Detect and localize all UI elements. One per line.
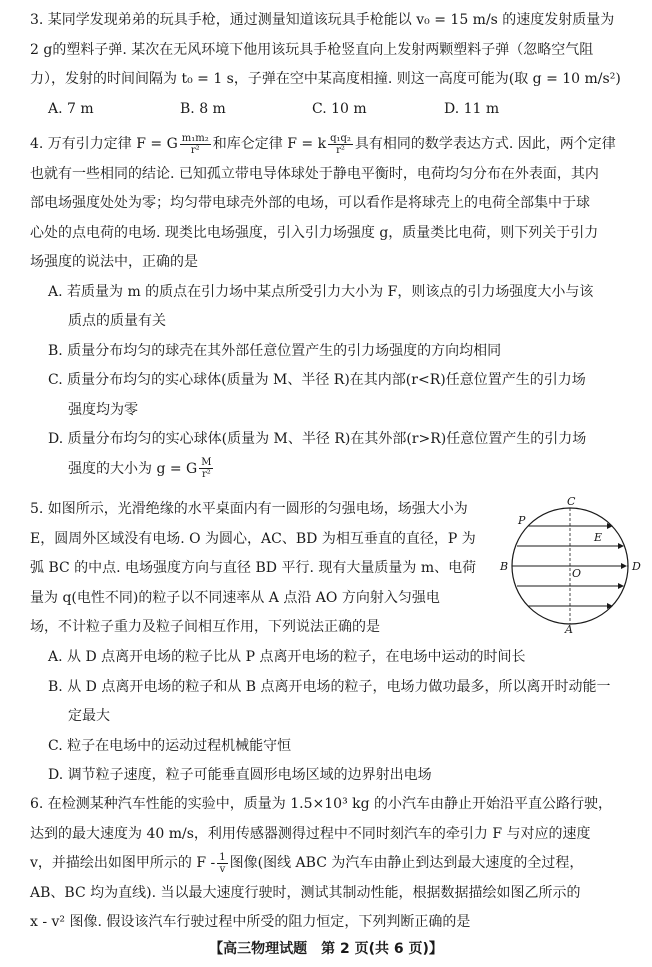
q4-option-a-line-1: A. 若质量为 m 的质点在引力场中某点所受引力大小为 F，则该点的引力场强度大小与该 [48,283,594,300]
q5-option-d: D. 调节粒子速度，粒子可能垂直圆形电场区域的边界射出电场 [48,767,432,783]
q4-line-1-mid: 和库仑定律 F = k [212,136,327,152]
q4-option-d-pre: 强度的大小为 g = G [68,460,198,477]
q4-line-1 [30,130,634,160]
label-e: E [594,531,603,544]
q6-line-2: 达到的最大速度为 40 m/s，利用传感器测得过程中不同时刻汽车的牵引力 F 与对应的速度 [30,825,591,842]
q4-option-c-line-2: 强度均为零 [68,401,138,418]
q5-line-3: 弧 BC 的中点. 电场强度方向与直径 BD 平行. 现有大量质量为 m、电荷 [30,560,477,576]
page-footer: 【高三物理试题 第 2 页(共 6 页)】 [209,941,443,957]
frac-denominator: r² [190,144,200,156]
q4-option-a-line-2: 质点的质量有关 [68,313,166,329]
q3-option-a: A. 7 m [48,100,94,117]
q4-option-c-line-1: C. 质量分布均匀的实心球体(质量为 M、半径 R)在其内部(r<R)任意位置产生的引力场 [48,372,586,388]
label-p: P [518,514,526,527]
q4-line-3: 部电场强度处处为零；均匀带电球壳外部的电场，可以看作是将球壳上的电荷全部集中于球 [30,195,590,211]
frac-denominator: r² [201,469,211,480]
label-a: A [565,623,573,634]
q3-options [30,95,634,125]
field-strength-fraction [199,457,213,480]
question-6 [30,790,634,938]
q6-line-3 [30,849,634,879]
q5-line-5: 场，不计粒子重力及粒子间相互作用，下列说法正确的是 [30,619,380,635]
q4-line-1-pre: 4. 万有引力定律 F = G [30,136,178,152]
frac-denominator: v [219,863,226,875]
q3-line-3: 力），发射的时间间隔为 t₀ = 1 s，子弹在空中某高度相撞. 则这一高度可能为(取 g = 10 m/s²) [30,71,621,87]
q6-line-5: x - v² 图像. 假设该汽车行驶过程中所受的阻力恒定，下列判断正确的是 [30,914,471,930]
label-b: B [500,560,509,573]
q3-line-1: 3. 某同学发现弟弟的玩具手枪，通过测量知道该玩具手枪能以 v₀ = 15 m/s 的速度发射质量为 [30,12,615,28]
q6-line-3-pre: v，并描绘出如图甲所示的 F - [30,855,216,871]
q5-line-2: E，圆周外区域没有电场. O 为圆心，AC、BD 为相互垂直的直径，P 为 [30,530,476,547]
q3-option-c: C. 10 m [312,100,367,117]
q6-line-4: AB、BC 均为直线). 当以最大速度行驶时，测试其制动性能，根据数据描绘如图乙所示的 [30,884,581,901]
frac-numerator: 1 [219,851,226,863]
q4-option-d-line-2 [30,455,634,485]
q3-line-2: 2 g的塑料子弹. 某次在无风环境下他用该玩具手枪竖直向上发射两颗塑料子弹（忽略空气阻 [30,41,594,58]
label-c: C [567,496,576,508]
q5-option-c: C. 粒子在电场中的运动过程机械能守恒 [48,737,292,754]
q5-line-4: 量为 q(电性不同)的粒子以不同速率从 A 点沿 AO 方向射入匀强电 [30,589,440,606]
circular-electric-field-diagram [498,496,644,634]
q6-line-1: 6. 在检测某种汽车性能的实验中，质量为 1.5×10³ kg 的小汽车由静止开始沿平直公路行驶， [30,796,613,812]
q4-line-5: 场强度的说法中，正确的是 [30,254,198,270]
reciprocal-v-fraction [217,852,227,875]
label-o: O [572,567,582,580]
frac-numerator: M [201,457,212,468]
q5-option-b-line-2: 定最大 [68,708,110,724]
q3-option-d: D. 11 m [444,100,500,117]
question-4 [30,130,634,484]
label-d: D [632,560,641,573]
coulomb-fraction [328,133,353,156]
q5-option-b-line-1: B. 从 D 点离开电场的粒子和从 B 点离开电场的粒子，电场力做功最多，所以离开时动能一 [48,678,611,695]
question-5-options [30,643,634,791]
question-5 [30,495,500,643]
frac-numerator: m₁m₂ [181,132,209,144]
frac-numerator: q₁q₂ [330,132,351,144]
q4-line-4: 心处的点电荷的电场. 现类比电场强度，引入引力场强度 g，质量类比电荷，则下列关于引力 [30,224,599,241]
q4-option-b: B. 质量分布均匀的球壳在其外部任意位置产生的引力场强度的方向均相同 [48,342,502,359]
q5-line-1: 5. 如图所示，光滑绝缘的水平桌面内有一圆形的匀强电场，场强大小为 [30,501,468,517]
frac-denominator: r² [336,144,345,156]
q3-option-b: B. 8 m [180,100,226,117]
q6-line-3-post: 图像(图线 ABC 为汽车由静止到达到最大速度的全过程， [229,855,584,871]
q4-line-1-post: 具有相同的数学表达方式. 因此，两个定律 [354,136,616,152]
gravitation-fraction [180,133,211,156]
question-3 [30,6,634,124]
q5-option-a: A. 从 D 点离开电场的粒子比从 P 点离开电场的粒子，在电场中运动的时间长 [48,649,526,665]
q4-option-d-line-1: D. 质量分布均匀的实心球体(质量为 M、半径 R)在其外部(r>R)任意位置产生的引力场 [48,431,587,447]
q4-line-2: 也就有一些相同的结论. 已知孤立带电导体球处于静电平衡时，电荷均匀分布在外表面，其内 [30,165,599,182]
